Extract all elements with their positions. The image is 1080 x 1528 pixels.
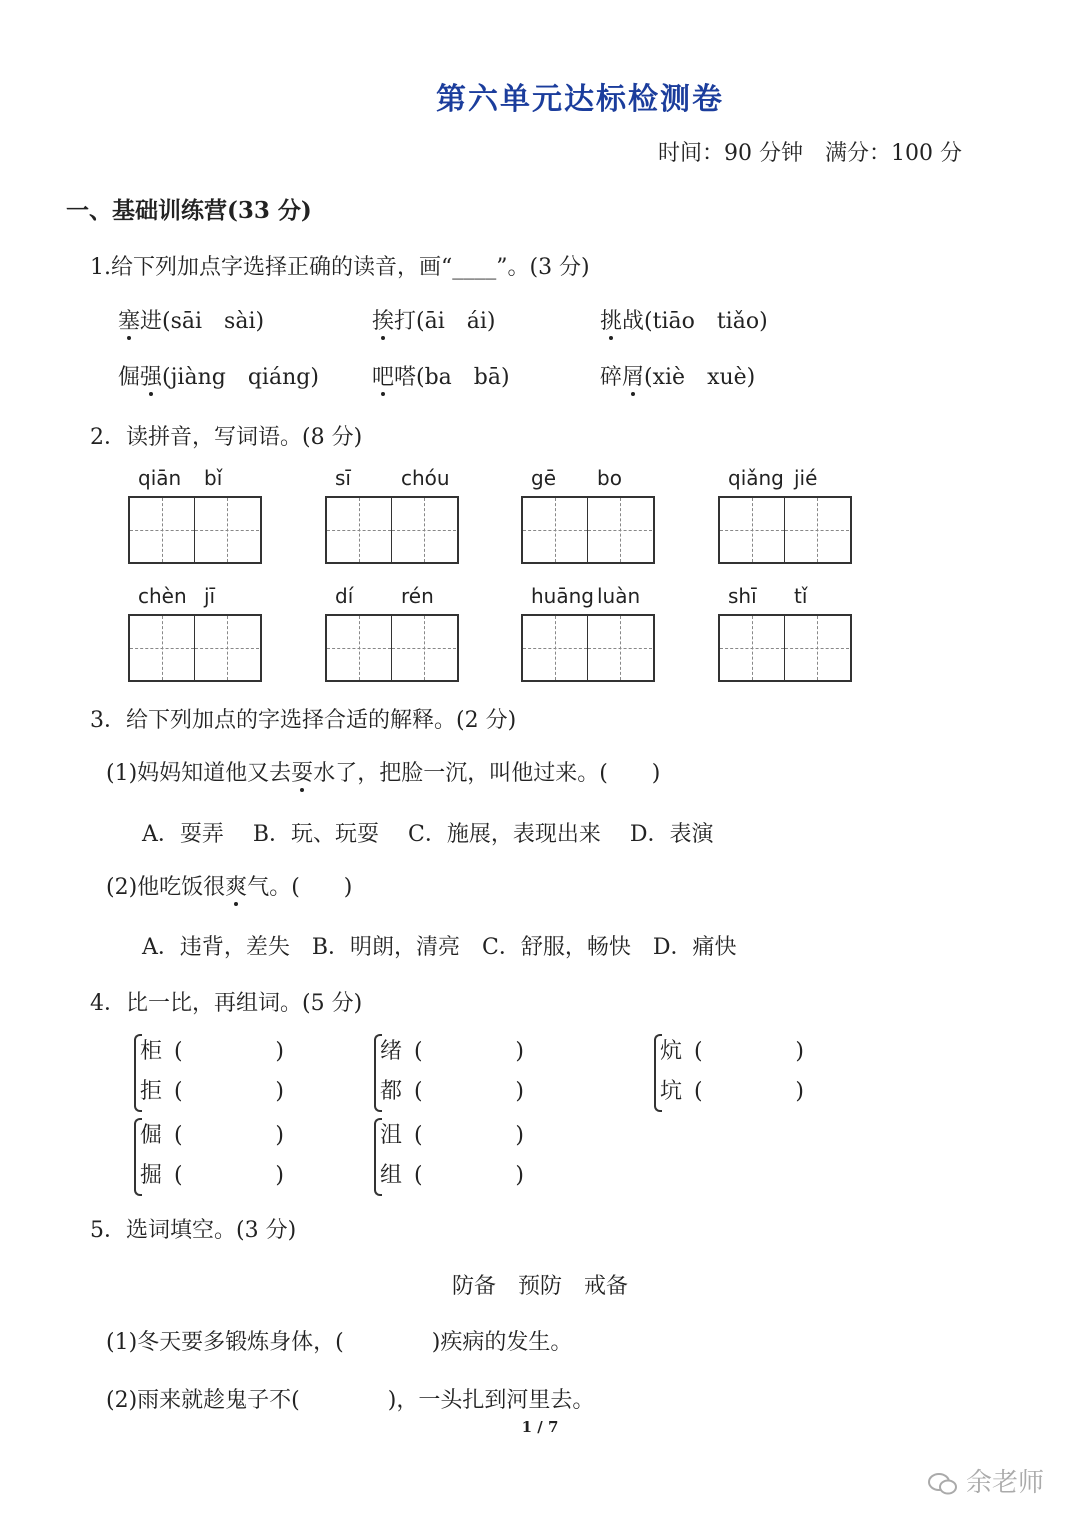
writing-cell[interactable] (391, 498, 456, 562)
answer-blank[interactable] (174, 1156, 284, 1196)
question-5-prompt: 5．选词填空。(3 分) (90, 1218, 297, 1243)
question-4-prompt: 4．比一比，再组词。(5 分) (90, 991, 363, 1016)
watermark-text: 余老师 (965, 1468, 1044, 1498)
q3-sentence-2: (2)他吃饭很爽气。( ) (106, 875, 353, 900)
compare-group (134, 1032, 285, 1112)
compare-char: 沮 (380, 1123, 403, 1148)
compare-char: 都 (380, 1079, 403, 1104)
q3-options-1: A．耍弄 B．玩、玩耍 C．施展，表现出来 D．表演 (142, 822, 714, 847)
writing-cell[interactable] (130, 616, 194, 680)
pinyin-syllable: qiǎng (728, 466, 784, 490)
writing-cell[interactable] (194, 616, 259, 680)
writing-grid[interactable] (521, 496, 655, 564)
compare-row (140, 1072, 284, 1112)
pinyin-syllable: chóu (401, 466, 450, 490)
pinyin-syllable: jī (204, 584, 216, 608)
compare-char: 拒 (140, 1079, 163, 1104)
q1-item-2: 挨打(āi ái) (372, 309, 496, 334)
writing-cell[interactable] (523, 498, 587, 562)
pinyin-syllable: jié (794, 466, 818, 490)
compare-group (374, 1032, 525, 1112)
right-paren: ) (515, 1123, 525, 1148)
left-paren: ( (414, 1163, 423, 1188)
compare-group (134, 1116, 285, 1196)
pinyin-syllable: rén (401, 584, 434, 608)
writing-cell[interactable] (784, 498, 849, 562)
section-heading: 一、基础训练营(33 分) (66, 197, 312, 224)
compare-char: 组 (380, 1163, 403, 1188)
pinyin-syllable: qiān (138, 466, 182, 490)
writing-grid[interactable] (325, 496, 459, 564)
pinyin-label (325, 584, 457, 612)
left-paren: ( (414, 1123, 423, 1148)
writing-grid[interactable] (718, 614, 852, 682)
compare-char: 绪 (380, 1039, 403, 1064)
writing-cell[interactable] (784, 616, 849, 680)
pinyin-label (128, 584, 260, 612)
q3-sentence-1: (1)妈妈知道他又去耍水了，把脸一沉，叫他过来。( ) (106, 761, 661, 786)
writing-cell[interactable] (523, 616, 587, 680)
answer-blank[interactable] (414, 1116, 524, 1156)
left-paren: ( (174, 1123, 183, 1148)
compare-char: 坑 (660, 1079, 683, 1104)
left-paren: ( (174, 1079, 183, 1104)
compare-row (380, 1072, 524, 1112)
compare-row (660, 1032, 804, 1072)
question-2-prompt: 2．读拼音，写词语。(8 分) (90, 425, 363, 450)
compare-row (140, 1156, 284, 1196)
compare-char: 掘 (140, 1163, 163, 1188)
writing-grid[interactable] (521, 614, 655, 682)
q5-sentence-1: (1)冬天要多锻炼身体，( )疾病的发生。 (106, 1330, 573, 1355)
left-paren: ( (414, 1039, 423, 1064)
compare-row (140, 1032, 284, 1072)
pinyin-label (718, 584, 850, 612)
answer-blank[interactable] (174, 1072, 284, 1112)
page-number: 1 / 7 (521, 1418, 559, 1436)
left-paren: ( (174, 1163, 183, 1188)
q5-word-choices: 防备 预防 戒备 (452, 1274, 629, 1299)
writing-grid[interactable] (128, 614, 262, 682)
left-paren: ( (174, 1039, 183, 1064)
writing-cell[interactable] (194, 498, 259, 562)
right-paren: ) (795, 1079, 805, 1104)
question-1-prompt: 1.给下列加点字选择正确的读音，画“____”。(3 分) (90, 255, 590, 280)
writing-grid[interactable] (718, 496, 852, 564)
pinyin-syllable: bo (597, 466, 622, 490)
pinyin-syllable: huāng (531, 584, 594, 608)
compare-row (380, 1032, 524, 1072)
right-paren: ) (515, 1163, 525, 1188)
pinyin-syllable: shī (728, 584, 757, 608)
right-paren: ) (275, 1123, 285, 1148)
q1-item-4: 倔强(jiàng qiáng) (118, 365, 319, 390)
pinyin-label (325, 466, 457, 494)
compare-row (660, 1072, 804, 1112)
wechat-icon (928, 1473, 958, 1495)
answer-blank[interactable] (414, 1156, 524, 1196)
writing-cell[interactable] (130, 498, 194, 562)
compare-char: 炕 (660, 1039, 683, 1064)
pinyin-syllable: sī (335, 466, 351, 490)
question-3-prompt: 3．给下列加点的字选择合适的解释。(2 分) (90, 708, 517, 733)
pinyin-label (718, 466, 850, 494)
pinyin-syllable: luàn (597, 584, 641, 608)
pinyin-syllable: tǐ (794, 584, 808, 608)
writing-cell[interactable] (327, 498, 391, 562)
q5-sentence-2: (2)雨来就趁鬼子不( )，一头扎到河里去。 (106, 1388, 595, 1413)
exam-meta: 时间：90 分钟 满分：100 分 (658, 141, 962, 166)
compare-group (374, 1116, 525, 1196)
writing-grid[interactable] (128, 496, 262, 564)
compare-row (140, 1116, 284, 1156)
writing-grid[interactable] (325, 614, 459, 682)
pinyin-label (521, 584, 653, 612)
answer-blank[interactable] (174, 1116, 284, 1156)
pinyin-syllable: dí (335, 584, 354, 608)
answer-blank[interactable] (694, 1072, 804, 1112)
right-paren: ) (515, 1079, 525, 1104)
q3-options-2: A．违背，差失 B．明朗，清亮 C．舒服，畅快 D．痛快 (142, 935, 737, 960)
page-title: 第六单元达标检测卷 (436, 82, 724, 117)
right-paren: ) (795, 1039, 805, 1064)
writing-cell[interactable] (327, 616, 391, 680)
pinyin-label (521, 466, 653, 494)
writing-cell[interactable] (720, 498, 784, 562)
q1-item-6: 碎屑(xiè xuè) (600, 365, 756, 390)
writing-cell[interactable] (587, 616, 652, 680)
right-paren: ) (275, 1079, 285, 1104)
q1-item-3: 挑战(tiāo tiǎo) (600, 309, 768, 334)
writing-cell[interactable] (587, 498, 652, 562)
right-paren: ) (275, 1163, 285, 1188)
answer-blank[interactable] (414, 1032, 524, 1072)
compare-char: 柜 (140, 1039, 163, 1064)
compare-row (380, 1116, 524, 1156)
watermark (928, 1462, 1044, 1499)
answer-blank[interactable] (694, 1032, 804, 1072)
answer-blank[interactable] (174, 1032, 284, 1072)
compare-row (380, 1156, 524, 1196)
writing-cell[interactable] (391, 616, 456, 680)
left-paren: ( (694, 1039, 703, 1064)
writing-cell[interactable] (720, 616, 784, 680)
answer-blank[interactable] (414, 1072, 524, 1112)
pinyin-syllable: gē (531, 466, 556, 490)
right-paren: ) (515, 1039, 525, 1064)
compare-char: 倔 (140, 1123, 163, 1148)
q1-item-5: 吧嗒(ba bā) (372, 365, 510, 390)
left-paren: ( (414, 1079, 423, 1104)
pinyin-syllable: chèn (138, 584, 187, 608)
q1-item-1: 塞进(sāi sài) (118, 309, 265, 334)
left-paren: ( (694, 1079, 703, 1104)
pinyin-label (128, 466, 260, 494)
compare-group (654, 1032, 805, 1112)
pinyin-syllable: bǐ (204, 466, 223, 490)
right-paren: ) (275, 1039, 285, 1064)
